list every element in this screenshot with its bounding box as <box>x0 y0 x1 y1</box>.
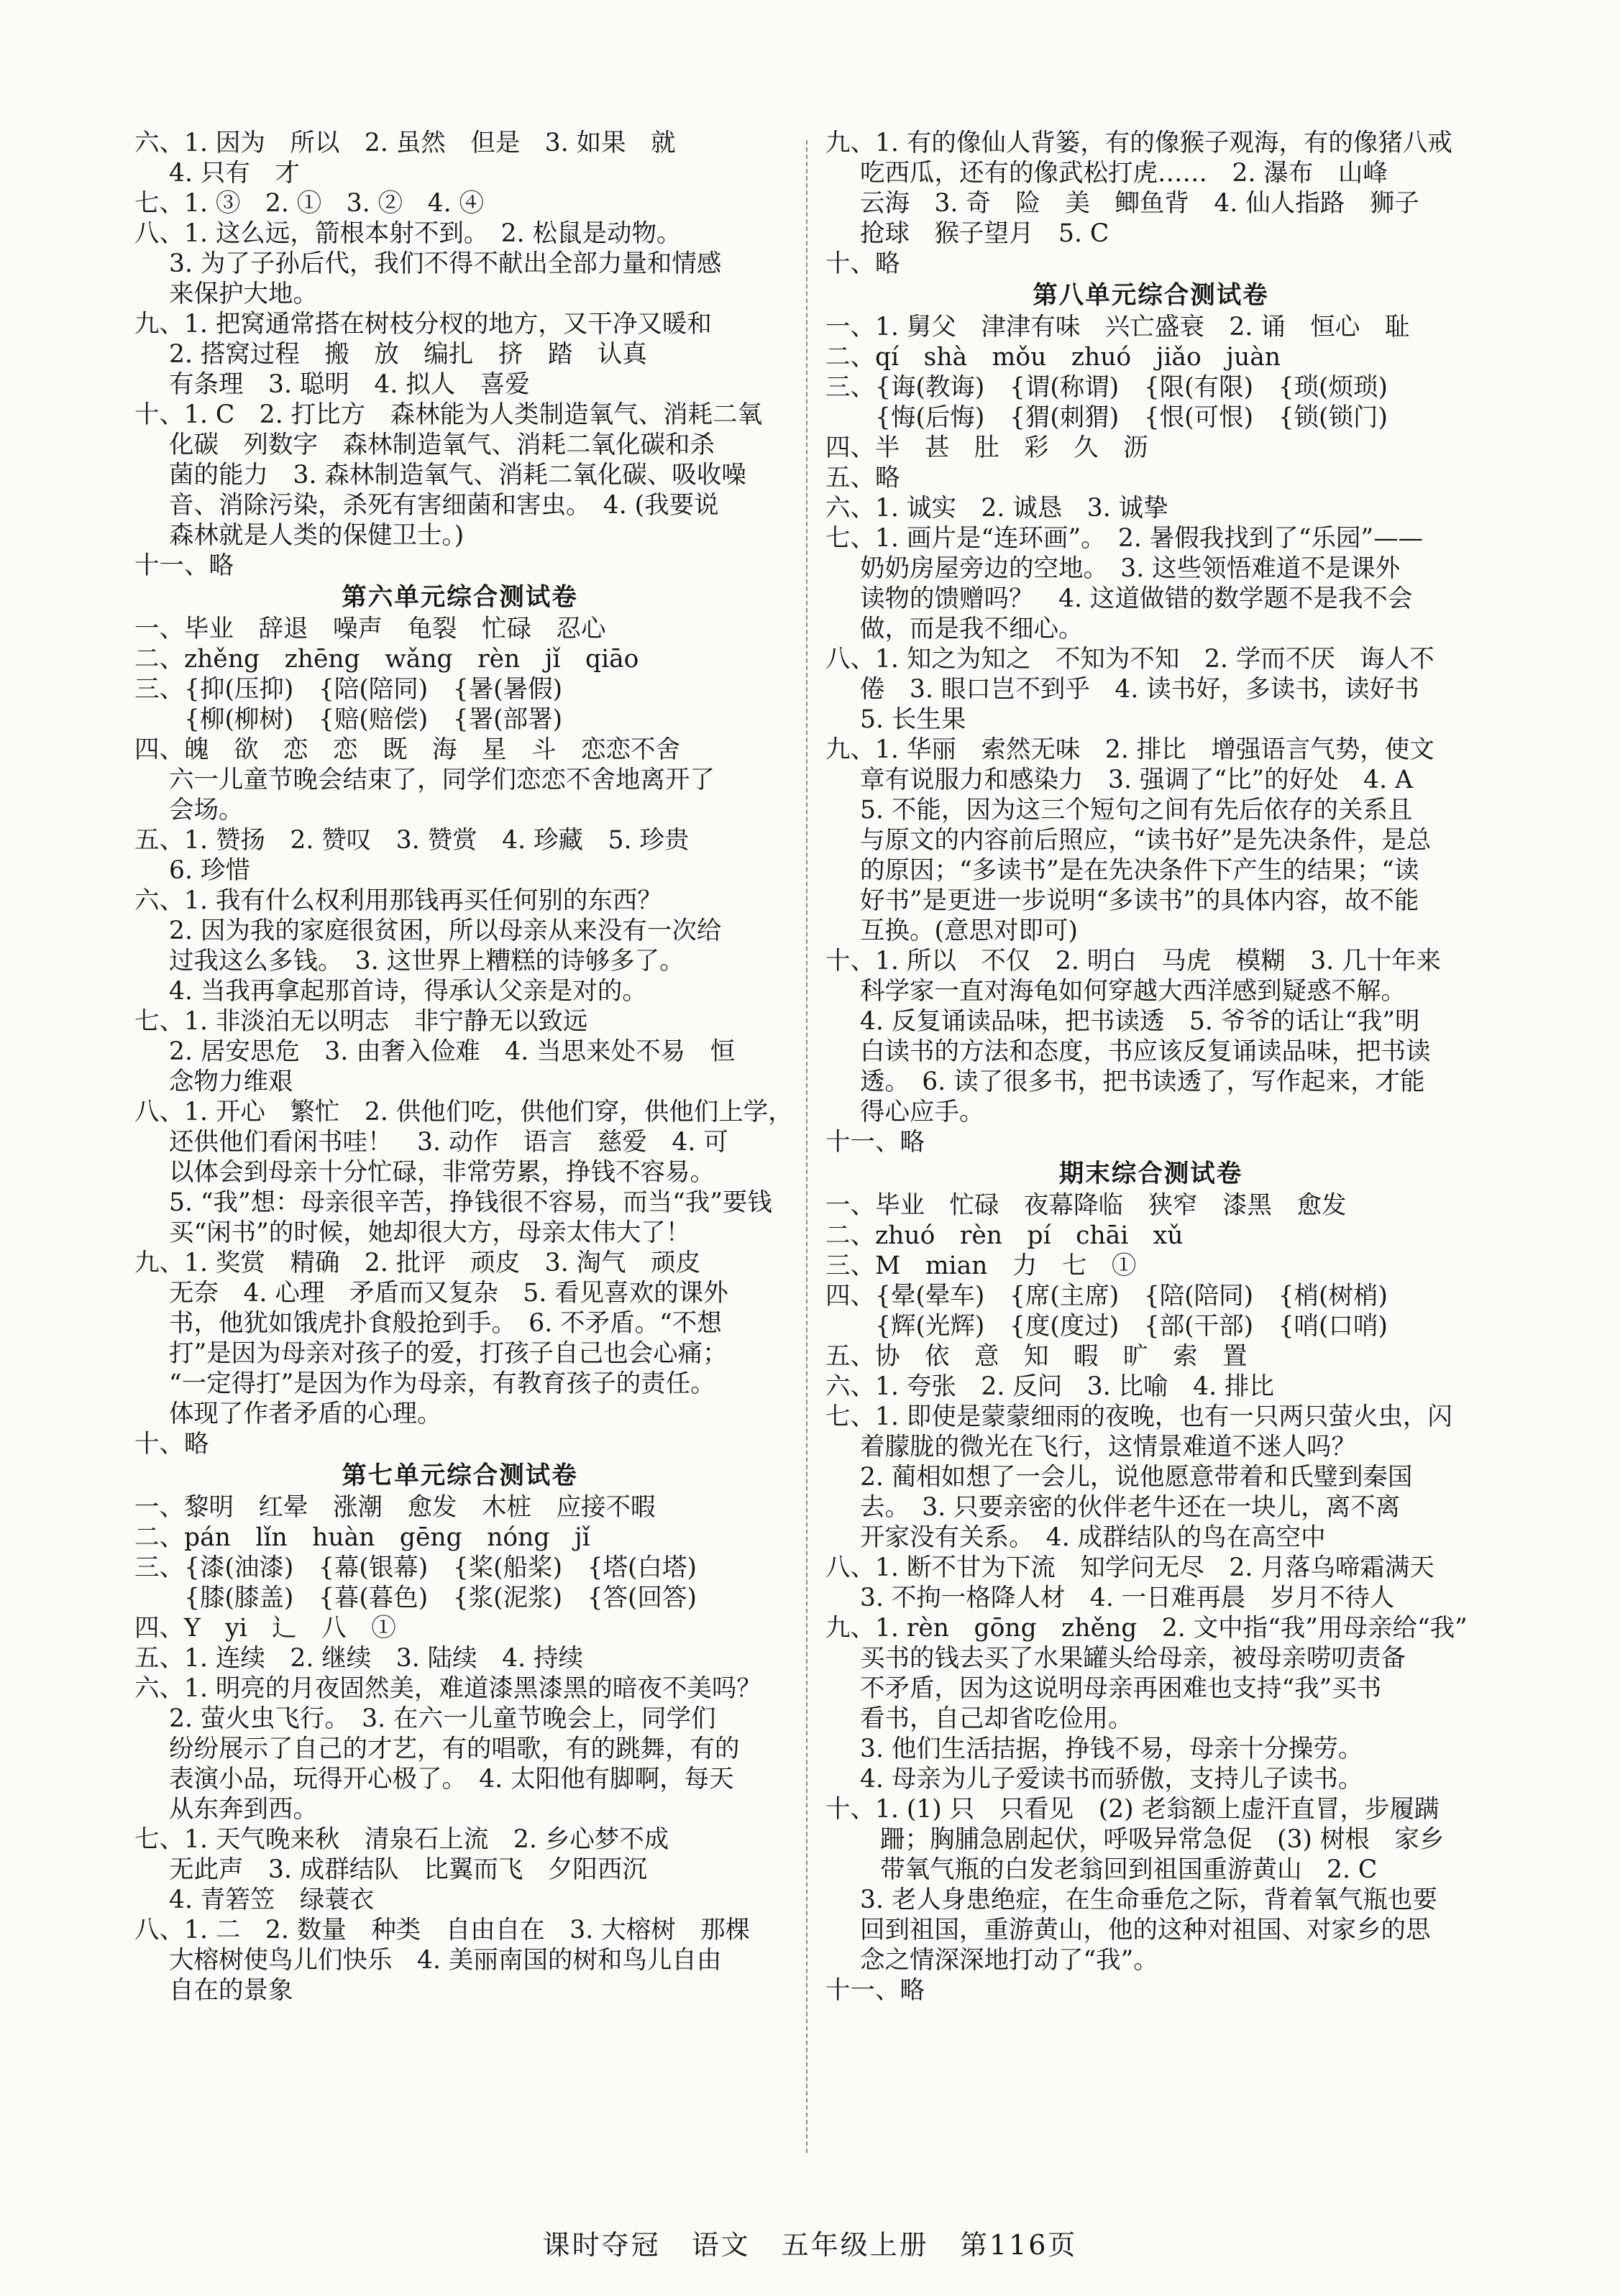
answer-line: 一、毕业 忙碌 夜幕降临 狭窄 漆黑 愈发 <box>825 1191 1347 1220</box>
answer-line: 念物力维艰 <box>169 1067 293 1096</box>
page-footer <box>0 2223 1620 2262</box>
answer-line: 还供他们看闲书哇！ 3. 动作 语言 慈爱 4. 可 <box>169 1128 728 1157</box>
answer-line: 七、1. 即使是蒙蒙细雨的夜晚，也有一只两只萤火虫，闪 <box>825 1402 1452 1431</box>
answer-line: 四、{晕(晕车) {席(主席) {陪(陪同) {梢(树梢) <box>825 1282 1388 1310</box>
answer-line: 三、{抑(压抑) {陪(陪同) {暑(暑假) <box>134 675 563 704</box>
answer-line: 云海 3. 奇 险 美 鲫鱼背 4. 仙人指路 狮子 <box>860 189 1419 218</box>
answer-line: 九、1. 把窝通常搭在树枝分杈的地方，又干净又暖和 <box>134 310 712 339</box>
answer-line: 抢球 猴子望月 5. C <box>860 219 1109 248</box>
answer-line: 十、1. C 2. 打比方 森林能为人类制造氧气、消耗二氧 <box>134 400 763 429</box>
answer-line: 以体会到母亲十分忙碌，非常劳累，挣钱不容易。 <box>169 1158 715 1187</box>
answer-line: 有条理 3. 聪明 4. 拟人 喜爱 <box>169 370 530 399</box>
answer-line: 白读书的方法和态度，书应该反复诵读品味，把书读 <box>860 1037 1431 1066</box>
answer-line: 六、1. 因为 所以 2. 虽然 但是 3. 如果 就 <box>134 129 676 157</box>
answer-line: 书，他犹如饿虎扑食般抢到手。 6. 不矛盾。“不想 <box>169 1309 722 1338</box>
answer-line: 十一、略 <box>134 551 234 580</box>
answer-line: 纷纷展示了自己的才艺，有的唱歌，有的跳舞，有的 <box>169 1735 740 1763</box>
answer-line: 会场。 <box>169 796 244 825</box>
answer-line: 一、1. 舅父 津津有味 兴亡盛衰 2. 诵 恒心 耻 <box>825 313 1410 341</box>
answer-line: 五、协 依 意 知 暇 旷 索 置 <box>825 1342 1248 1371</box>
section-title: 期末综合测试卷 <box>1058 1160 1243 1188</box>
answer-line: 2. 蔺相如想了一会儿，说他愿意带着和氏璧到秦国 <box>860 1463 1413 1492</box>
answer-line: 三、M mian 力 七 ① <box>825 1252 1137 1280</box>
answer-line: 音、消除污染，杀死有害细菌和害虫。 4. (我要说 <box>169 491 719 520</box>
answer-line: 八、1. 二 2. 数量 种类 自由自在 3. 大榕树 那棵 <box>134 1916 751 1944</box>
answer-line: 2. 因为我的家庭很贫困，所以母亲从来没有一次给 <box>169 917 722 945</box>
column-divider <box>806 140 809 2153</box>
answer-line: 跚；胸脯急剧起伏，呼吸异常急促 (3) 树根 家乡 <box>880 1825 1445 1854</box>
answer-line: 不矛盾，因为这说明母亲再困难也支持“我”买书 <box>860 1674 1382 1703</box>
footer-page-number: 第116页 <box>959 2229 1078 2261</box>
answer-line: 4. 反复诵读品味，把书读透 5. 爷爷的话让“我”明 <box>860 1007 1420 1036</box>
footer-grade: 五年级上册 <box>781 2229 929 2261</box>
answer-line: 2. 搭窝过程 搬 放 编扎 挤 踏 认真 <box>169 340 647 369</box>
answer-line: 着朦胧的微光在飞行，这情景难道不迷人吗？ <box>860 1433 1356 1461</box>
answer-line: 化碳 列数字 森林制造氧气、消耗二氧化碳和杀 <box>169 431 715 459</box>
section-title: 第七单元综合测试卷 <box>342 1461 578 1490</box>
left-column <box>134 128 793 2006</box>
answer-line: 从东奔到西。 <box>169 1795 318 1824</box>
answer-line: 科学家一直对海龟如何穿越大西洋感到疑惑不解。 <box>860 977 1406 1006</box>
answer-line: 八、1. 开心 繁忙 2. 供他们吃，供他们穿，供他们上学， <box>134 1098 793 1126</box>
answer-line: 3. 为了子孙后代，我们不得不献出全部力量和情感 <box>169 249 722 278</box>
answer-line: 七、1. ③ 2. ① 3. ② 4. ④ <box>134 189 485 218</box>
answer-line: 互换。(意思对即可) <box>860 917 1078 945</box>
answer-line: 十、1. 所以 不仅 2. 明白 马虎 模糊 3. 几十年来 <box>825 947 1442 975</box>
answer-line: 二、pán lǐn huàn gēng nóng jǐ <box>134 1523 590 1552</box>
answer-line: 大榕树使鸟儿们快乐 4. 美丽南国的树和鸟儿自由 <box>169 1946 722 1975</box>
answer-line: 五、1. 连续 2. 继续 3. 陆续 4. 持续 <box>134 1644 584 1673</box>
answer-line: 3. 老人身患绝症，在生命垂危之际，背着氧气瓶也要 <box>860 1886 1437 1914</box>
answer-line: 十一、略 <box>825 1128 925 1157</box>
answer-line: {辉(光辉) {度(度过) {部(干部) {哨(口哨) <box>825 1312 1388 1341</box>
answer-line: 六、1. 诚实 2. 诚恳 3. 诚挚 <box>825 494 1168 523</box>
right-column <box>825 128 1476 2006</box>
answer-line: 十、略 <box>134 1430 209 1459</box>
answer-line: 买“闲书”的时候，她却很大方，母亲太伟大了！ <box>169 1218 691 1247</box>
answer-line: 一、黎明 红晕 涨潮 愈发 木桩 应接不暇 <box>134 1493 656 1522</box>
answer-line: 九、1. rèn gōng zhěng 2. 文中指“我”用母亲给“我” <box>825 1614 1468 1643</box>
answer-line: 吃西瓜，还有的像武松打虎…… 2. 瀑布 山峰 <box>860 159 1388 188</box>
answer-line: 念之情深深地打动了“我”。 <box>860 1946 1158 1975</box>
answer-line: 十、略 <box>825 249 900 278</box>
answer-line: 读物的馈赠吗？ 4. 这道做错的数学题不是我不会 <box>860 584 1413 613</box>
answer-line: {悔(后悔) {猬(刺猬) {恨(可恨) {锁(锁门) <box>825 403 1388 432</box>
answer-line: 表演小品，玩得开心极了。 4. 太阳他有脚啊，每天 <box>169 1765 734 1794</box>
answer-line: 2. 萤火虫飞行。 3. 在六一儿童节晚会上，同学们 <box>169 1704 716 1733</box>
answer-line: 开家没有关系。 4. 成群结队的鸟在高空中 <box>860 1523 1326 1552</box>
answer-line: 二、qí shà mǒu zhuó jiǎo juàn <box>825 343 1281 372</box>
answer-line: 三、{漆(油漆) {幕(银幕) {桨(船桨) {塔(白塔) <box>134 1553 697 1582</box>
answer-line: 自在的景象 <box>169 1976 293 2005</box>
answer-line: 八、1. 这么远，箭根本射不到。 2. 松鼠是动物。 <box>134 219 682 248</box>
answer-line: 二、zhěng zhēng wǎng rèn jǐ qiāo <box>134 645 639 674</box>
answer-line: 九、1. 华丽 索然无味 2. 排比 增强语言气势，使文 <box>825 735 1434 764</box>
answer-line: 六、1. 夸张 2. 反问 3. 比喻 4. 排比 <box>825 1372 1275 1401</box>
answer-line: 一、毕业 辞退 噪声 龟裂 忙碌 忍心 <box>134 615 606 643</box>
answer-line: 七、1. 天气晚来秋 清泉石上流 2. 乡心梦不成 <box>134 1825 669 1854</box>
answer-line: 森林就是人类的保健卫士。) <box>169 521 465 550</box>
answer-line: 五、略 <box>825 464 900 492</box>
answer-line: 章有说服力和感染力 3. 强调了“比”的好处 4. A <box>860 766 1413 794</box>
footer-subject: 语文 <box>691 2229 751 2261</box>
answer-line: 5. 不能，因为这三个短句之间有先后依存的关系且 <box>860 796 1413 825</box>
answer-line: 七、1. 非淡泊无以明志 非宁静无以致远 <box>134 1007 588 1036</box>
answer-line: 五、1. 赞扬 2. 赞叹 3. 赞赏 4. 珍藏 5. 珍贵 <box>134 826 690 855</box>
answer-line: 无此声 3. 成群结队 比翼而飞 夕阳西沉 <box>169 1855 647 1884</box>
answer-line: 4. 母亲为儿子爱读书而骄傲，支持儿子读书。 <box>860 1765 1363 1794</box>
answer-line: {柳(柳树) {赔(赔偿) {署(部署) <box>134 705 563 734</box>
answer-line: 5. 长生果 <box>860 705 966 734</box>
answer-line: 4. 只有 才 <box>169 159 300 188</box>
answer-line: {膝(膝盖) {暮(暮色) {浆(泥浆) {答(回答) <box>134 1584 697 1612</box>
answer-line: 5. “我”想：母亲很辛苦，挣钱很不容易，而当“我”要钱 <box>169 1188 772 1217</box>
answer-line: 过我这么多钱。 3. 这世界上糟糕的诗够多了。 <box>169 947 685 975</box>
answer-line: 六、1. 我有什么权利用那钱再买任何别的东西？ <box>134 886 662 915</box>
answer-line: 去。 3. 只要亲密的伙伴老牛还在一块儿，离不离 <box>860 1493 1401 1522</box>
answer-line: 七、1. 画片是“连环画”。 2. 暑假我找到了“乐园”—— <box>825 524 1424 553</box>
answer-line: 四、Y yi 辶 八 ① <box>134 1614 396 1643</box>
answer-line: 2. 居安思危 3. 由奢入俭难 4. 当思来处不易 恒 <box>169 1037 736 1066</box>
answer-line: 倦 3. 眼口岂不到乎 4. 读书好，多读书，读好书 <box>860 675 1419 704</box>
answer-line: 二、zhuó rèn pí chāi xǔ <box>825 1221 1184 1250</box>
answer-line: 体现了作者矛盾的心理。 <box>169 1400 442 1428</box>
answer-line: 八、1. 断不甘为下流 知学问无尽 2. 月落乌啼霜满天 <box>825 1553 1434 1582</box>
answer-line: 八、1. 知之为知之 不知为不知 2. 学而不厌 诲人不 <box>825 645 1434 674</box>
answer-line: 3. 不拘一格降人材 4. 一日难再晨 岁月不待人 <box>860 1584 1395 1612</box>
answer-line: 四、魄 欲 恋 恋 既 海 星 斗 恋恋不舍 <box>134 735 680 764</box>
answer-line: 透。 6. 读了很多书，把书读透了，写作起来，才能 <box>860 1067 1425 1096</box>
answer-line: 看书，自己却省吃俭用。 <box>860 1704 1133 1733</box>
answer-line: 六、1. 明亮的月夜固然美，难道漆黑漆黑的暗夜不美吗？ <box>134 1674 761 1703</box>
footer-book-title: 课时夺冠 <box>542 2229 661 2261</box>
answer-line: 三、{诲(教诲) {谓(称谓) {限(有限) {琐(烦琐) <box>825 373 1388 402</box>
answer-line: 得心应手。 <box>860 1098 984 1126</box>
answer-line: 九、1. 有的像仙人背篓，有的像猴子观海，有的像猪八戒 <box>825 129 1452 157</box>
answer-line: 4. 当我再拿起那首诗，得承认父亲是对的。 <box>169 977 647 1006</box>
answer-line: 买书的钱去买了水果罐头给母亲，被母亲唠叨责备 <box>860 1644 1406 1673</box>
answer-line: 4. 青箬笠 绿蓑衣 <box>169 1886 375 1914</box>
answer-line: 十一、略 <box>825 1976 925 2005</box>
answer-line: 六一儿童节晚会结束了，同学们恋恋不舍地离开了 <box>169 766 715 794</box>
answer-line: 九、1. 奖赏 精确 2. 批评 顽皮 3. 淘气 顽皮 <box>134 1249 701 1277</box>
answer-line: 无奈 4. 心理 矛盾而又复杂 5. 看见喜欢的课外 <box>169 1279 728 1308</box>
answer-line: “一定得打”是因为作为母亲，有教育孩子的责任。 <box>169 1369 715 1398</box>
section-title: 第八单元综合测试卷 <box>1033 281 1269 310</box>
answer-line: 十、1. (1) 只 只看见 (2) 老翁额上虚汗直冒，步履蹒 <box>825 1795 1440 1824</box>
answer-line: 回到祖国，重游黄山，他的这种对祖国、对家乡的思 <box>860 1916 1431 1944</box>
answer-line: 3. 他们生活拮据，挣钱不易，母亲十分操劳。 <box>860 1735 1363 1763</box>
answer-line: 6. 珍惜 <box>169 856 250 885</box>
answer-line: 奶奶房屋旁边的空地。 3. 这些领悟难道不是课外 <box>860 554 1401 583</box>
section-title: 第六单元综合测试卷 <box>342 583 578 612</box>
answer-line: 的原因；“多读书”是在先决条件下产生的结果；“读 <box>860 856 1419 885</box>
answer-line: 好书”是更进一步说明“多读书”的具体内容，故不能 <box>860 886 1419 915</box>
answer-line: 四、半 甚 肚 彩 久 沥 <box>825 433 1148 462</box>
answer-line: 来保护大地。 <box>169 280 318 308</box>
answer-line: 做，而是我不细心。 <box>860 615 1084 643</box>
answer-line: 打”是因为母亲对孩子的爱，打孩子自己也会心痛； <box>169 1339 728 1368</box>
answer-line: 与原文的内容前后照应，“读书好”是先决条件，是总 <box>860 826 1432 855</box>
answer-line: 菌的能力 3. 森林制造氧气、消耗二氧化碳、吸收噪 <box>169 461 746 490</box>
answer-line: 带氧气瓶的白发老翁回到祖国重游黄山 2. C <box>880 1855 1378 1884</box>
